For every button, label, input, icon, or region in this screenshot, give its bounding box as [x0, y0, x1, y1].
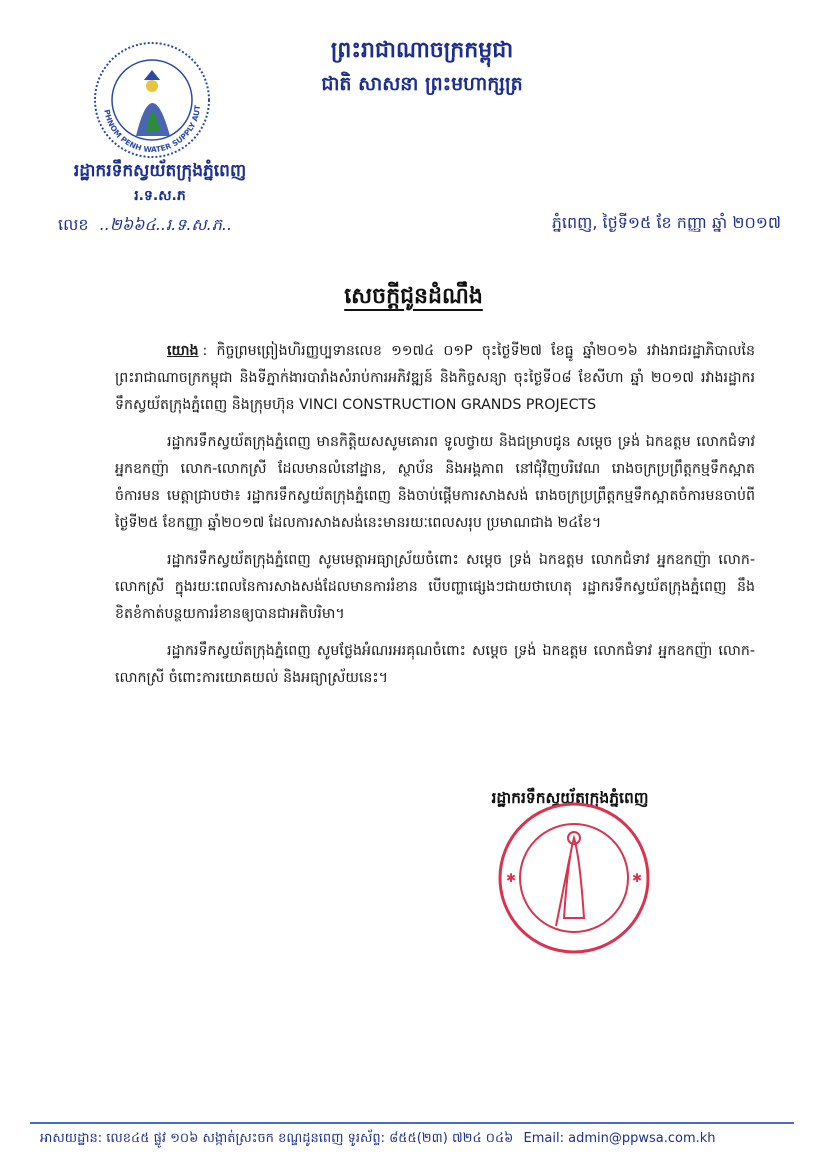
- footer-address: អាសយដ្ឋាន: លេខ៤៥ ផ្លូវ ១០៦ សង្កាត់ស្រះចក ខណ្ឌដូនពេញ ទូរស័ព្ទ: ៨៥៥(២៣) ៧២៤ ០៤៦: [40, 1131, 514, 1146]
- footer-email[interactable]: Email: admin@ppwsa.com.kh: [523, 1131, 716, 1146]
- national-motto: ជាតិ សាសនា ព្រះមហាក្សត្រ: [321, 73, 523, 95]
- body-paragraph: រដ្ឋាករទឹកស្វយ័តក្រុងភ្នំពេញ សូមមេត្តាអធ្យាស្រ័យចំពោះ សម្តេច ទ្រង់ ឯកឧត្តម លោកជំទាវ អ្នកឧកញ៉ា លោក-លោកស្រី ក្នុងរយៈពេលនៃការសាងសង់ដែលមានការរំខាន បើបញ្ហាផ្សេងៗជាយថាហេតុ រដ្ឋាករទឹកស្វយ័តក្រុងភ្នំពេញ នឹងខិតខំកាត់បន្ថយការរំខានឲ្យបានជាអតិបរិមា។: [115, 552, 755, 622]
- svg-text:PHNOM PENH WATER SUPPLY AUTHOR: PHNOM PENH WATER SUPPLY AUT: [102, 104, 203, 155]
- signer-name: រដ្ឋាករទឹកស្វយ័តក្រុងភ្នំពេញ: [491, 789, 649, 807]
- reference-number: ..២៦៦៤..រ.ទ.ស.ភ..: [99, 215, 233, 234]
- official-seal: [494, 798, 654, 958]
- footer-divider: [30, 1122, 794, 1124]
- svg-text:✱: ✱: [632, 871, 643, 885]
- date-line: ភ្នំពេញ, ថ្ងៃទី១៥ ខែ កញ្ញា ឆ្នាំ ២០១៧: [551, 213, 781, 232]
- document-title: សេចក្តីជូនដំណឹង: [344, 284, 483, 309]
- document-body: [115, 338, 755, 702]
- official-seal-icon: [494, 798, 654, 958]
- organization-name: រដ្ឋាករទឹកស្វយ័តក្រុងភ្នំពេញ: [73, 161, 247, 181]
- reference-paragraph: [115, 338, 755, 419]
- body-paragraph: រដ្ឋាករទឹកស្វយ័តក្រុងភ្នំពេញ មានកិត្តិយសសូមគោរព ទូលថ្វាយ និងជម្រាបជូន សម្តេច ទ្រង់ ឯកឧត្តម លោកជំទាវ អ្នកឧកញ៉ា លោក-លោកស្រី ដែលមានលំនៅដ្ឋាន, ស្ថាប័ន និងអង្គភាព នៅជុំវិញបរិវេណ រោងចក្រប្រព្រឹត្តកម្មទឹកស្អាតចំការមន មេត្តាជ្រាបថា៖ រដ្ឋាករទឹកស្វយ័តក្រុងភ្នំពេញ និងចាប់ផ្តើមការសាងសង់ រោងចក្រប្រព្រឹត្តកម្មទឹកស្អាតចំការមនចាប់ពីថ្ងៃទី២៥ ខែកញ្ញា ឆ្នាំ២០១៧ ដែលការសាងសង់នេះមានរយៈពេលសរុប ប្រមាណជាង ២៤ខែ។: [115, 434, 755, 531]
- reference-label: លេខ: [58, 215, 89, 234]
- body-paragraph: រដ្ឋាករទឹកស្វយ័តក្រុងភ្នំពេញ សូមថ្លែងអំណរអរគុណចំពោះ សម្តេច ទ្រង់ ឯកឧត្តម លោកជំទាវ អ្នកឧកញ៉ា លោក-លោកស្រី ចំពោះការយោគយល់ និងអធ្យាស្រ័យនេះ។: [115, 643, 755, 686]
- ppwsa-logo: [92, 40, 212, 160]
- reference-number-line: [58, 214, 232, 238]
- reference-paragraph-text: : កិច្ចព្រមព្រៀងហិរញ្ញប្បទានលេខ ១១៧៤ ០១P ចុះថ្ងៃទី២៧ ខែធ្នូ ឆ្នាំ២០១៦ រវាងរាជរដ្ឋាភិបាលនៃ ព្រះរាជាណាចក្រកម្ពុជា និងទីភ្នាក់ងារបារាំងសំរាប់ការអភិវឌ្ឍន៍ និងកិច្ចសន្យា ចុះថ្ងៃទី០៨ ខែសីហា ឆ្នាំ ២០១៧ រវាងរដ្ឋាករទឹកស្វយ័តក្រុងភ្នំពេញ និងក្រុមហ៊ុន VINCI CONSTRUCTION GRANDS PROJECTS: [115, 343, 755, 413]
- reference-paragraph-label: យោង: [167, 343, 199, 359]
- kingdom-heading: ព្រះរាជាណាចក្រកម្ពុជា: [330, 38, 514, 63]
- organization-abbreviation: រ.ទ.ស.ភ: [134, 188, 186, 204]
- ppwsa-logo-icon: [92, 40, 212, 160]
- svg-text:✱: ✱: [506, 871, 517, 885]
- footer: [40, 1130, 800, 1149]
